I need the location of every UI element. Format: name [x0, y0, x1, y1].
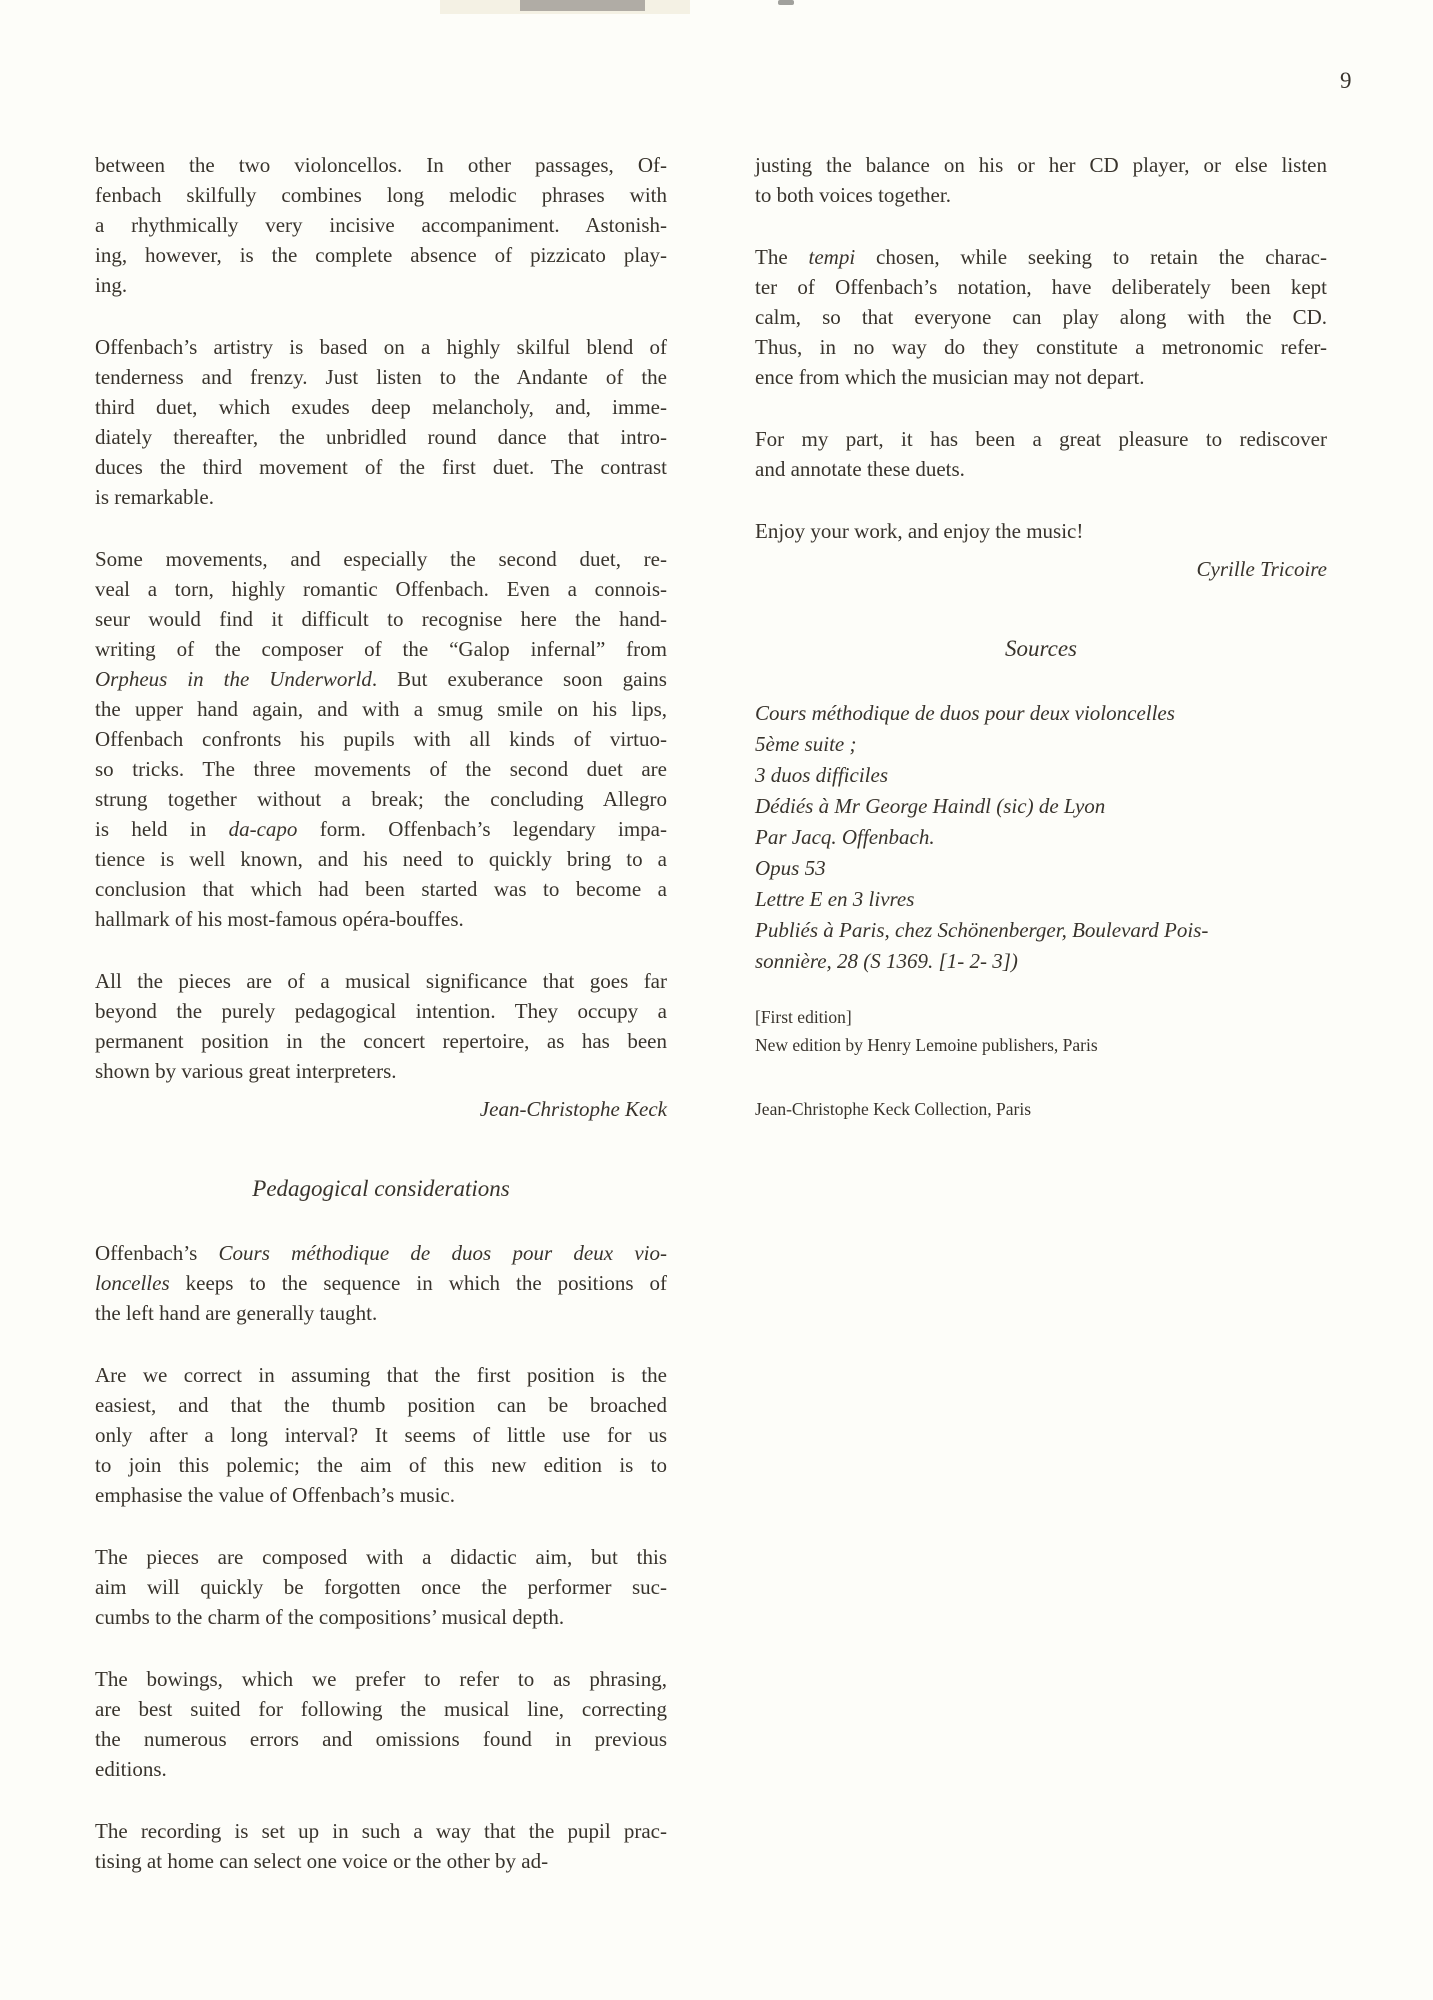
text-line [95, 754, 667, 784]
text-line [95, 1390, 667, 1420]
author-signature: Jean-Christophe Keck [479, 1097, 667, 1121]
text-line [755, 454, 1327, 484]
text-line [95, 544, 667, 574]
section-heading: Sources [1005, 636, 1077, 661]
paragraph [755, 242, 1327, 392]
text-line [95, 1026, 667, 1056]
text-line [95, 1602, 667, 1632]
paragraph [95, 1664, 667, 1784]
text-line [755, 302, 1327, 332]
text-run: All the pieces are of a musical significance that goes far [95, 969, 667, 993]
paragraph [95, 1542, 667, 1632]
text-run: conclusion that which had been started was to become a [95, 877, 667, 901]
text-run: Some movements, and especially the second duet, re- [95, 547, 667, 571]
text-line [95, 1360, 667, 1390]
text-run: so tricks. The three movements of the second duet are [95, 757, 667, 781]
text-run: between the two violoncellos. In other passages, Of- [95, 153, 667, 177]
paragraph [95, 1360, 667, 1510]
paragraph [95, 332, 667, 512]
text-run: Are we correct in assuming that the first position is the [95, 1363, 667, 1387]
text-line [95, 874, 667, 904]
italic-text-run: loncelles [95, 1271, 170, 1295]
text-run: Thus, in no way do they constitute a metronomic refer- [755, 335, 1327, 359]
text-run: For my part, it has been a great pleasure to rediscover [755, 427, 1327, 451]
page-number: 9 [1340, 68, 1352, 93]
italic-text-run: da-capo [228, 817, 298, 841]
text-run: Par Jacq. Offenbach. [755, 825, 935, 849]
text-line [95, 1572, 667, 1602]
text-run: duces the third movement of the first duet. The contrast [95, 455, 667, 479]
text-line [755, 516, 1327, 546]
text-line [755, 760, 1327, 791]
text-line [755, 1095, 1327, 1123]
text-run: writing of the composer of the “Galop infernal” from [95, 637, 667, 661]
text-run: fenbach skilfully combines long melodic phrases with [95, 183, 667, 207]
text-run: beyond the purely pedagogical intention. They occupy a [95, 999, 667, 1023]
text-line [95, 362, 667, 392]
text-line [95, 1724, 667, 1754]
text-line [95, 180, 667, 210]
text-run: ing. [95, 273, 128, 297]
text-line [95, 210, 667, 240]
source-citation-block [755, 698, 1327, 977]
text-line [95, 1816, 667, 1846]
text-run: The [755, 245, 809, 269]
text-run: cumbs to the charm of the compositions’ musical depth. [95, 1605, 565, 1629]
text-line [95, 664, 667, 694]
text-run: The bowings, which we prefer to refer to as phrasing, [95, 1667, 667, 1691]
text-line [755, 362, 1327, 392]
italic-text-run: Orpheus in the Underworld [95, 667, 372, 691]
text-run: strung together without a break; the concluding Allegro [95, 787, 667, 811]
text-line [95, 1846, 667, 1876]
text-run: Lettre E en 3 livres [755, 887, 915, 911]
scan-artifact-bar [520, 0, 645, 11]
text-run: Offenbach confronts his pupils with all kinds of virtuo- [95, 727, 667, 751]
text-run: ter of Offenbach’s notation, have deliberately been kept [755, 275, 1327, 299]
text-run: sonnière, 28 (S 1369. [1- 2- 3]) [755, 949, 1018, 973]
text-run: easiest, and that the thumb position can be broached [95, 1393, 667, 1417]
text-run: is remarkable. [95, 485, 214, 509]
text-run: Enjoy your work, and enjoy the music! [755, 519, 1084, 543]
text-line [755, 791, 1327, 822]
scan-artifact-mark [778, 0, 794, 5]
text-run: chosen, while seeking to retain the charac- [855, 245, 1327, 269]
text-line [95, 422, 667, 452]
text-run: the numerous errors and omissions found in previous [95, 1727, 667, 1751]
text-line [755, 242, 1327, 272]
text-line [755, 729, 1327, 760]
text-run: hallmark of his most-famous opéra-bouffes. [95, 907, 464, 931]
text-line [755, 946, 1327, 977]
text-line [95, 1450, 667, 1480]
text-line [95, 724, 667, 754]
text-run: The pieces are composed with a didactic aim, but this [95, 1545, 667, 1569]
text-run: to join this polemic; the aim of this new edition is to [95, 1453, 667, 1477]
text-run: Dédiés à Mr George Haindl (sic) de Lyon [755, 794, 1106, 818]
text-line [95, 1542, 667, 1572]
text-line [755, 884, 1327, 915]
text-run: 3 duos difficiles [755, 763, 888, 787]
text-line [95, 844, 667, 874]
text-line [755, 1031, 1327, 1059]
text-line [755, 915, 1327, 946]
text-column-right [755, 150, 1327, 1123]
text-line [755, 853, 1327, 884]
paragraph [95, 966, 667, 1086]
text-line [95, 332, 667, 362]
text-line [755, 272, 1327, 302]
italic-text-run: tempi [808, 245, 856, 269]
text-run: ence from which the musician may not depart. [755, 365, 1145, 389]
text-run: calm, so that everyone can play along with the CD. [755, 305, 1327, 329]
text-run: justing the balance on his or her CD player, or else listen [755, 153, 1327, 177]
text-line [95, 1420, 667, 1450]
text-run: a rhythmically very incisive accompaniment. Astonish- [95, 213, 667, 237]
text-run: only after a long interval? It seems of little use for us [95, 1423, 667, 1447]
text-run: [First edition] [755, 1007, 852, 1027]
text-line [95, 1664, 667, 1694]
text-line [95, 694, 667, 724]
text-column-left [95, 150, 667, 1876]
paragraph [95, 544, 667, 934]
text-line [95, 1754, 667, 1784]
text-run: permanent position in the concert repertoire, as has been [95, 1029, 667, 1053]
text-line [95, 966, 667, 996]
text-line [95, 150, 667, 180]
text-line [95, 240, 667, 270]
italic-text-run: Cours méthodique de duos pour deux vio- [218, 1241, 667, 1265]
text-run: 5ème suite ; [755, 732, 857, 756]
section-heading: Pedagogical considerations [252, 1176, 510, 1201]
text-line [95, 452, 667, 482]
edition-note [755, 1003, 1327, 1059]
text-line [95, 996, 667, 1026]
text-run: seur would find it difficult to recognise here the hand- [95, 607, 667, 631]
text-run: The recording is set up in such a way that the pupil prac- [95, 1819, 667, 1843]
text-line [95, 784, 667, 814]
text-run: is held in [95, 817, 229, 841]
text-run: . But exuberance soon gains [371, 667, 667, 691]
text-line [95, 1268, 667, 1298]
text-run: tising at home can select one voice or the other by ad- [95, 1849, 549, 1873]
text-run: Jean-Christophe Keck Collection, Paris [755, 1099, 1032, 1119]
text-run: tience is well known, and his need to quickly bring to a [95, 847, 667, 871]
text-line [95, 574, 667, 604]
paragraph [95, 1238, 667, 1328]
text-line [755, 424, 1327, 454]
text-run: diately thereafter, the unbridled round dance that intro- [95, 425, 667, 449]
text-line [95, 482, 667, 512]
text-run: and annotate these duets. [755, 457, 965, 481]
text-line [95, 1694, 667, 1724]
paragraph [95, 1816, 667, 1876]
text-run: to both voices together. [755, 183, 951, 207]
text-run: are best suited for following the musical line, correcting [95, 1697, 667, 1721]
text-line [95, 604, 667, 634]
text-run: Publiés à Paris, chez Schönenberger, Boulevard Pois- [755, 918, 1209, 942]
text-run: Opus 53 [755, 856, 826, 880]
text-line [755, 1003, 1327, 1031]
text-line [95, 634, 667, 664]
text-line [755, 822, 1327, 853]
text-run: the upper hand again, and with a smug smile on his lips, [95, 697, 667, 721]
text-run: ing, however, is the complete absence of pizzicato play- [95, 243, 667, 267]
text-line [755, 698, 1327, 729]
paragraph [755, 424, 1327, 484]
text-run: third duet, which exudes deep melancholy, and, imme- [95, 395, 667, 419]
text-run: the left hand are generally taught. [95, 1301, 378, 1325]
text-run: veal a torn, highly romantic Offenbach. Even a connois- [95, 577, 667, 601]
text-line [95, 814, 667, 844]
text-line [95, 270, 667, 300]
author-signature: Cyrille Tricoire [1196, 557, 1327, 581]
text-run: aim will quickly be forgotten once the performer suc- [95, 1575, 667, 1599]
text-line [95, 1298, 667, 1328]
paragraph [755, 150, 1327, 210]
text-run: form. Offenbach’s legendary impa- [297, 817, 667, 841]
text-line [95, 392, 667, 422]
text-run: shown by various great interpreters. [95, 1059, 397, 1083]
paragraph [95, 150, 667, 300]
text-line [755, 180, 1327, 210]
text-run: Offenbach’s artistry is based on a highly skilful blend of [95, 335, 667, 359]
text-run: tenderness and frenzy. Just listen to the Andante of the [95, 365, 667, 389]
text-line [95, 1056, 667, 1086]
text-line [95, 1480, 667, 1510]
paragraph [755, 516, 1327, 546]
text-line [95, 904, 667, 934]
text-run: New edition by Henry Lemoine publishers, Paris [755, 1035, 1098, 1055]
text-line [755, 332, 1327, 362]
edition-note [755, 1095, 1327, 1123]
text-line [95, 1238, 667, 1268]
text-line [755, 150, 1327, 180]
text-run: emphasise the value of Offenbach’s music. [95, 1483, 456, 1507]
text-run: keeps to the sequence in which the positions of [169, 1271, 667, 1295]
text-run: editions. [95, 1757, 167, 1781]
text-run: Offenbach’s [95, 1241, 219, 1265]
text-run: Cours méthodique de duos pour deux violoncelles [755, 701, 1175, 725]
